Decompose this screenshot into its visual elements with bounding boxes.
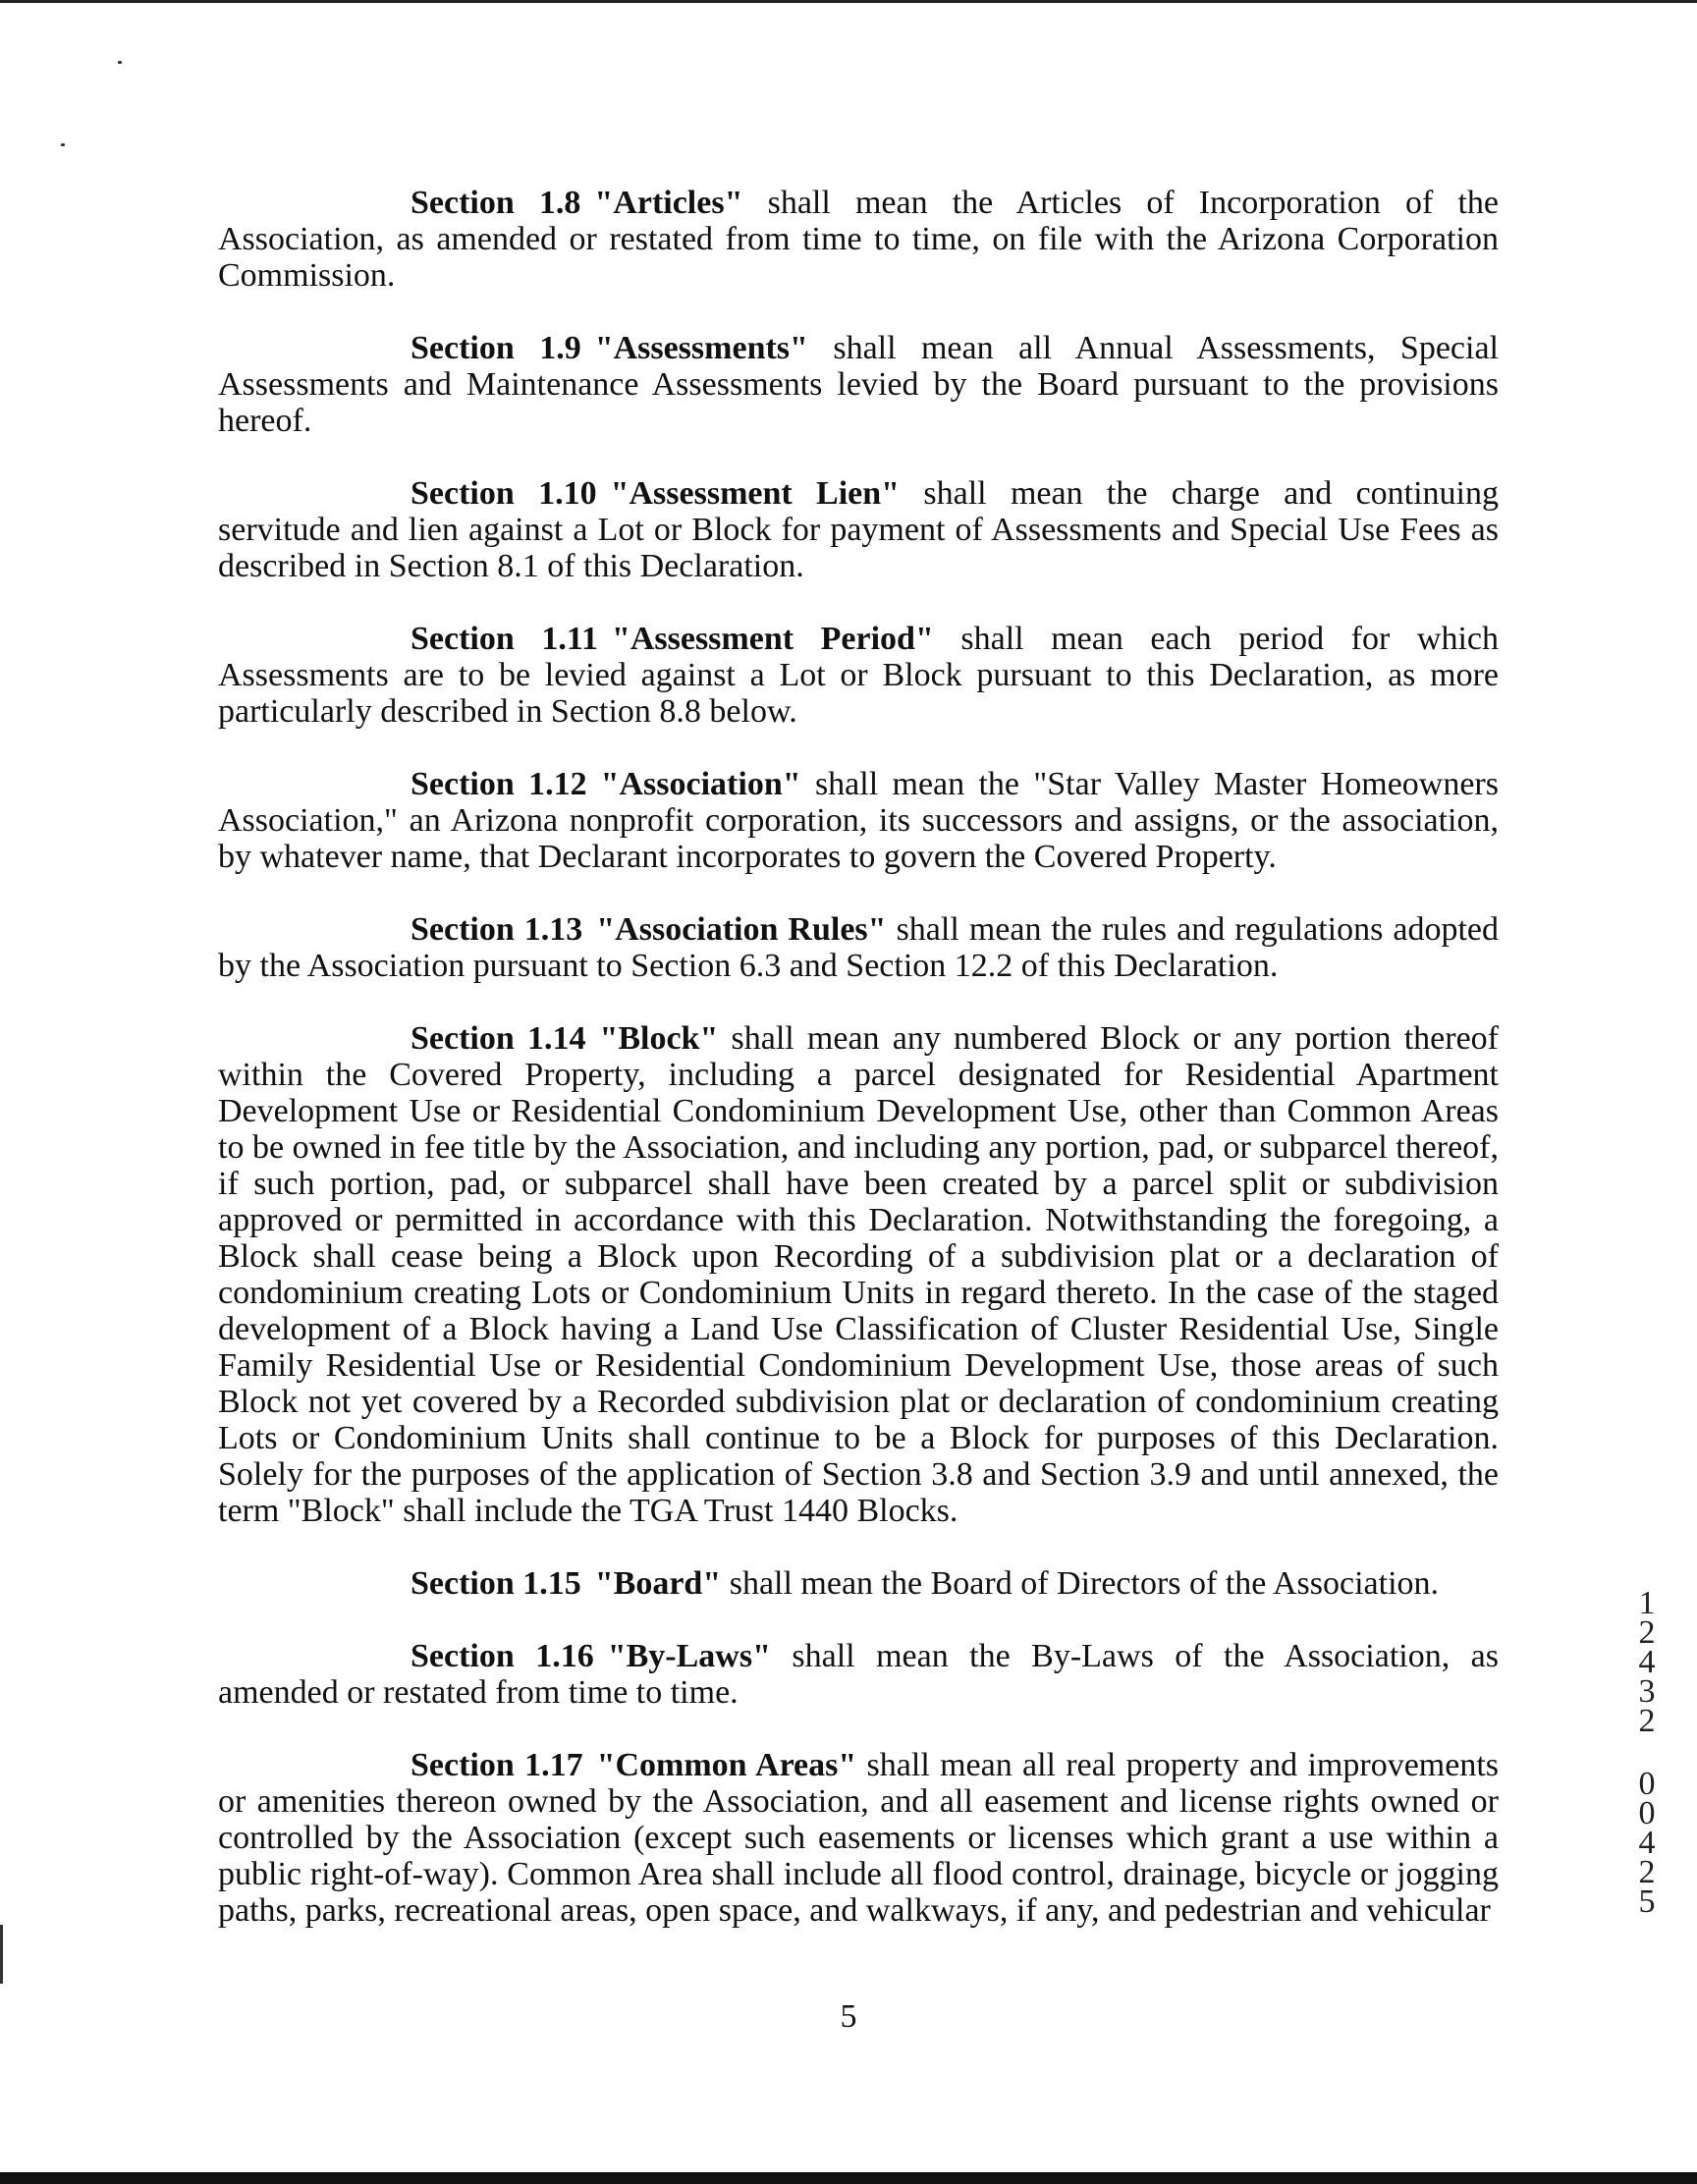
page-number: 5 bbox=[840, 1998, 857, 2035]
defined-term: "Board" bbox=[594, 1565, 722, 1602]
scan-speck bbox=[118, 61, 122, 64]
section-text: shall mean any numbered Block or any portion thereof within the Covered Property, including a parcel designated for Residential Apartment Development Use or Residential Condominium Development Use, other than Common Areas to be owned in fee title by the Association, and including any portion, pad, or subparcel thereof, if such portion, pad, or subparcel shall have been created by a parcel split or subdivision approved or permitted in accordance with this Declaration. Notwithstanding the foregoing, a Block shall cease being a Block upon Recording of a subdivision plat or a declaration of condominium creating Lots or Condominium Units in regard thereto. In the case of the staged development of a Block having a Land Use Classification of Cluster Residential Use, Single Family Residential Use or Residential Condominium Development Use, those areas of such Block not yet covered by a Recorded subdivision plat or declaration of condominium creating Lots or Condominium Units shall continue to be a Block for purposes of this Declaration. Solely for the purposes of the application of Section 3.8 and Section 3.9 and until annexed, the term "Block" shall include the TGA Trust 1440 Blocks. bbox=[218, 1020, 1499, 1529]
section-1-13 bbox=[218, 911, 1499, 984]
section-1-10 bbox=[218, 475, 1499, 584]
defined-term: "Association" bbox=[600, 766, 801, 802]
section-number: Section 1.10 bbox=[411, 475, 597, 512]
document-body bbox=[218, 185, 1499, 1965]
stamp-digit: 4 bbox=[1638, 1825, 1656, 1861]
stamp-digit: 3 bbox=[1638, 1673, 1656, 1710]
stamp-digit: 2 bbox=[1638, 1854, 1656, 1890]
scan-bottom-edge bbox=[0, 2172, 1697, 2184]
defined-term: "Assessment Period" bbox=[611, 621, 934, 657]
section-text: shall mean the "Star Valley Master Homeowners Association," an Arizona nonprofit corporation, its successors and assigns, or the association, by whatever name, that Declarant incorporates to govern the Covered Property. bbox=[218, 766, 1499, 875]
defined-term: "Association Rules" bbox=[596, 911, 887, 948]
recording-stamp bbox=[1632, 1585, 1662, 1920]
section-text: shall mean the rules and regulations adopted by the Association pursuant to Section 6.3 and Section 12.2 of this Declaration. bbox=[218, 911, 1499, 984]
section-1-11 bbox=[218, 621, 1499, 730]
section-number: Section 1.12 bbox=[411, 766, 587, 802]
scan-speck bbox=[61, 143, 65, 146]
section-text: shall mean the By-Laws of the Association, as amended or restated from time to time. bbox=[218, 1638, 1499, 1711]
section-number: Section 1.8 bbox=[411, 185, 581, 221]
section-text: shall mean all Annual Assessments, Special Assessments and Maintenance Assessments levied by the Board pursuant to the provisions hereof. bbox=[218, 330, 1499, 439]
defined-term: "Common Areas" bbox=[596, 1747, 857, 1783]
section-number: Section 1.13 bbox=[411, 911, 583, 948]
stamp-digit: 2 bbox=[1638, 1614, 1656, 1651]
section-text: shall mean the Board of Directors of the Association. bbox=[721, 1565, 1440, 1602]
section-1-9 bbox=[218, 330, 1499, 439]
stamp-digit: 4 bbox=[1638, 1644, 1656, 1680]
stamp-digit: 0 bbox=[1638, 1766, 1656, 1802]
section-text: shall mean the charge and continuing servitude and lien against a Lot or Block for payment of Assessments and Special Use Fees as described in Section 8.1 of this Declaration. bbox=[218, 475, 1499, 584]
defined-term: "Block" bbox=[599, 1020, 719, 1057]
section-1-16 bbox=[218, 1638, 1499, 1711]
defined-term: "Assessment Lien" bbox=[610, 475, 901, 512]
stamp-digit: 1 bbox=[1638, 1585, 1656, 1621]
scan-left-edge bbox=[0, 1925, 3, 1984]
section-number: Section 1.15 bbox=[411, 1565, 581, 1602]
section-1-14 bbox=[218, 1020, 1499, 1529]
section-text: shall mean each period for which Assessments are to be levied against a Lot or Block pursuant to this Declaration, as more particularly described in Section 8.8 below. bbox=[218, 621, 1499, 730]
section-1-17 bbox=[218, 1747, 1499, 1929]
section-number: Section 1.9 bbox=[411, 330, 581, 366]
section-number: Section 1.14 bbox=[411, 1020, 586, 1057]
stamp-spacer bbox=[1632, 1736, 1662, 1770]
section-1-12 bbox=[218, 766, 1499, 875]
stamp-digit: 0 bbox=[1638, 1795, 1656, 1831]
section-number: Section 1.11 bbox=[411, 621, 598, 657]
section-text: shall mean the Articles of Incorporation of the Association, as amended or restated from time to time, on file with the Arizona Corporation Commission. bbox=[218, 185, 1499, 294]
stamp-digit: 5 bbox=[1638, 1884, 1656, 1920]
defined-term: "Articles" bbox=[594, 185, 743, 221]
section-number: Section 1.16 bbox=[411, 1638, 594, 1674]
stamp-digit: 2 bbox=[1638, 1703, 1656, 1739]
section-number: Section 1.17 bbox=[411, 1747, 583, 1783]
section-text: shall mean all real property and improvements or amenities thereon owned by the Association, and all easement and license rights owned or controlled by the Association (except such easements or licenses which grant a use within a public right-of-way). Common Area shall include all flood control, drainage, bicycle or jogging paths, parks, recreational areas, open space, and walkways, if any, and pedestrian and vehicular bbox=[218, 1747, 1499, 1929]
section-1-15 bbox=[218, 1565, 1499, 1602]
defined-term: "Assessments" bbox=[594, 330, 808, 366]
defined-term: "By-Laws" bbox=[607, 1638, 771, 1674]
scan-top-edge bbox=[0, 0, 1697, 3]
section-1-8 bbox=[218, 185, 1499, 294]
